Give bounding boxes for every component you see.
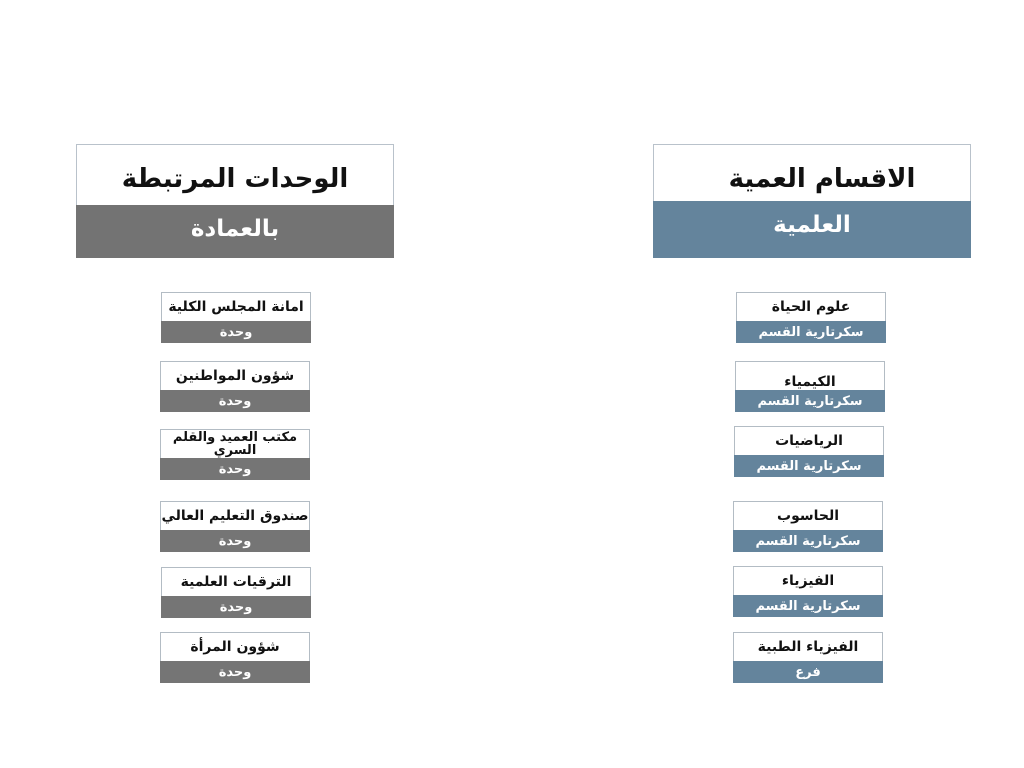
department-name: الفيزياء (781, 573, 835, 589)
unit-type: وحدة (160, 390, 310, 412)
unit-type: وحدة (161, 321, 311, 343)
department-type: سكرتارية القسم (735, 390, 885, 412)
linked-units-title: الوحدات المرتبطة (121, 163, 349, 194)
department-name: علوم الحياة (771, 299, 851, 315)
unit-type: وحدة (160, 661, 310, 683)
unit-card-scientific-promotions[interactable] (161, 567, 311, 618)
department-name: الفيزياء الطبية (757, 639, 859, 655)
department-type: سكرتارية القسم (733, 530, 883, 552)
unit-card-citizens-affairs[interactable] (160, 361, 310, 412)
department-name: الحاسوب (777, 508, 840, 524)
linked-units-subtitle: بالعمادة (76, 205, 394, 258)
unit-name: الترقيات العلمية (180, 574, 292, 590)
linked-units-header (76, 144, 394, 258)
department-card-medical-physics[interactable] (733, 632, 883, 683)
scientific-departments-subtitle: العلمية (653, 201, 971, 258)
unit-name: مكتب العميد والقلم السري (172, 430, 298, 458)
unit-card-council-secretariat[interactable] (161, 292, 311, 343)
unit-type: وحدة (161, 596, 311, 618)
unit-type: وحدة (160, 530, 310, 552)
department-card-computer[interactable] (733, 501, 883, 552)
scientific-departments-title: الاقسام العمية (728, 163, 916, 194)
department-card-physics[interactable] (733, 566, 883, 617)
unit-card-women-affairs[interactable] (160, 632, 310, 683)
department-card-chemistry[interactable] (735, 361, 885, 412)
unit-name: شؤون المواطنين (175, 368, 295, 384)
unit-card-higher-education-fund[interactable] (160, 501, 310, 552)
department-type: سكرتارية القسم (736, 321, 886, 343)
department-type: فرع (733, 661, 883, 683)
unit-name: شؤون المرأة (190, 639, 280, 655)
department-type: سكرتارية القسم (733, 595, 883, 617)
department-card-life-sciences[interactable] (736, 292, 886, 343)
scientific-departments-header (653, 144, 971, 258)
department-name: الرياضيات (775, 433, 843, 449)
department-type: سكرتارية القسم (734, 455, 884, 477)
unit-name: صندوق التعليم العالي (161, 508, 309, 524)
unit-type: وحدة (160, 458, 310, 480)
unit-name: امانة المجلس الكلية (168, 299, 304, 315)
unit-card-dean-office[interactable] (160, 429, 310, 480)
department-card-mathematics[interactable] (734, 426, 884, 477)
department-name: الكيمياء (784, 374, 836, 390)
